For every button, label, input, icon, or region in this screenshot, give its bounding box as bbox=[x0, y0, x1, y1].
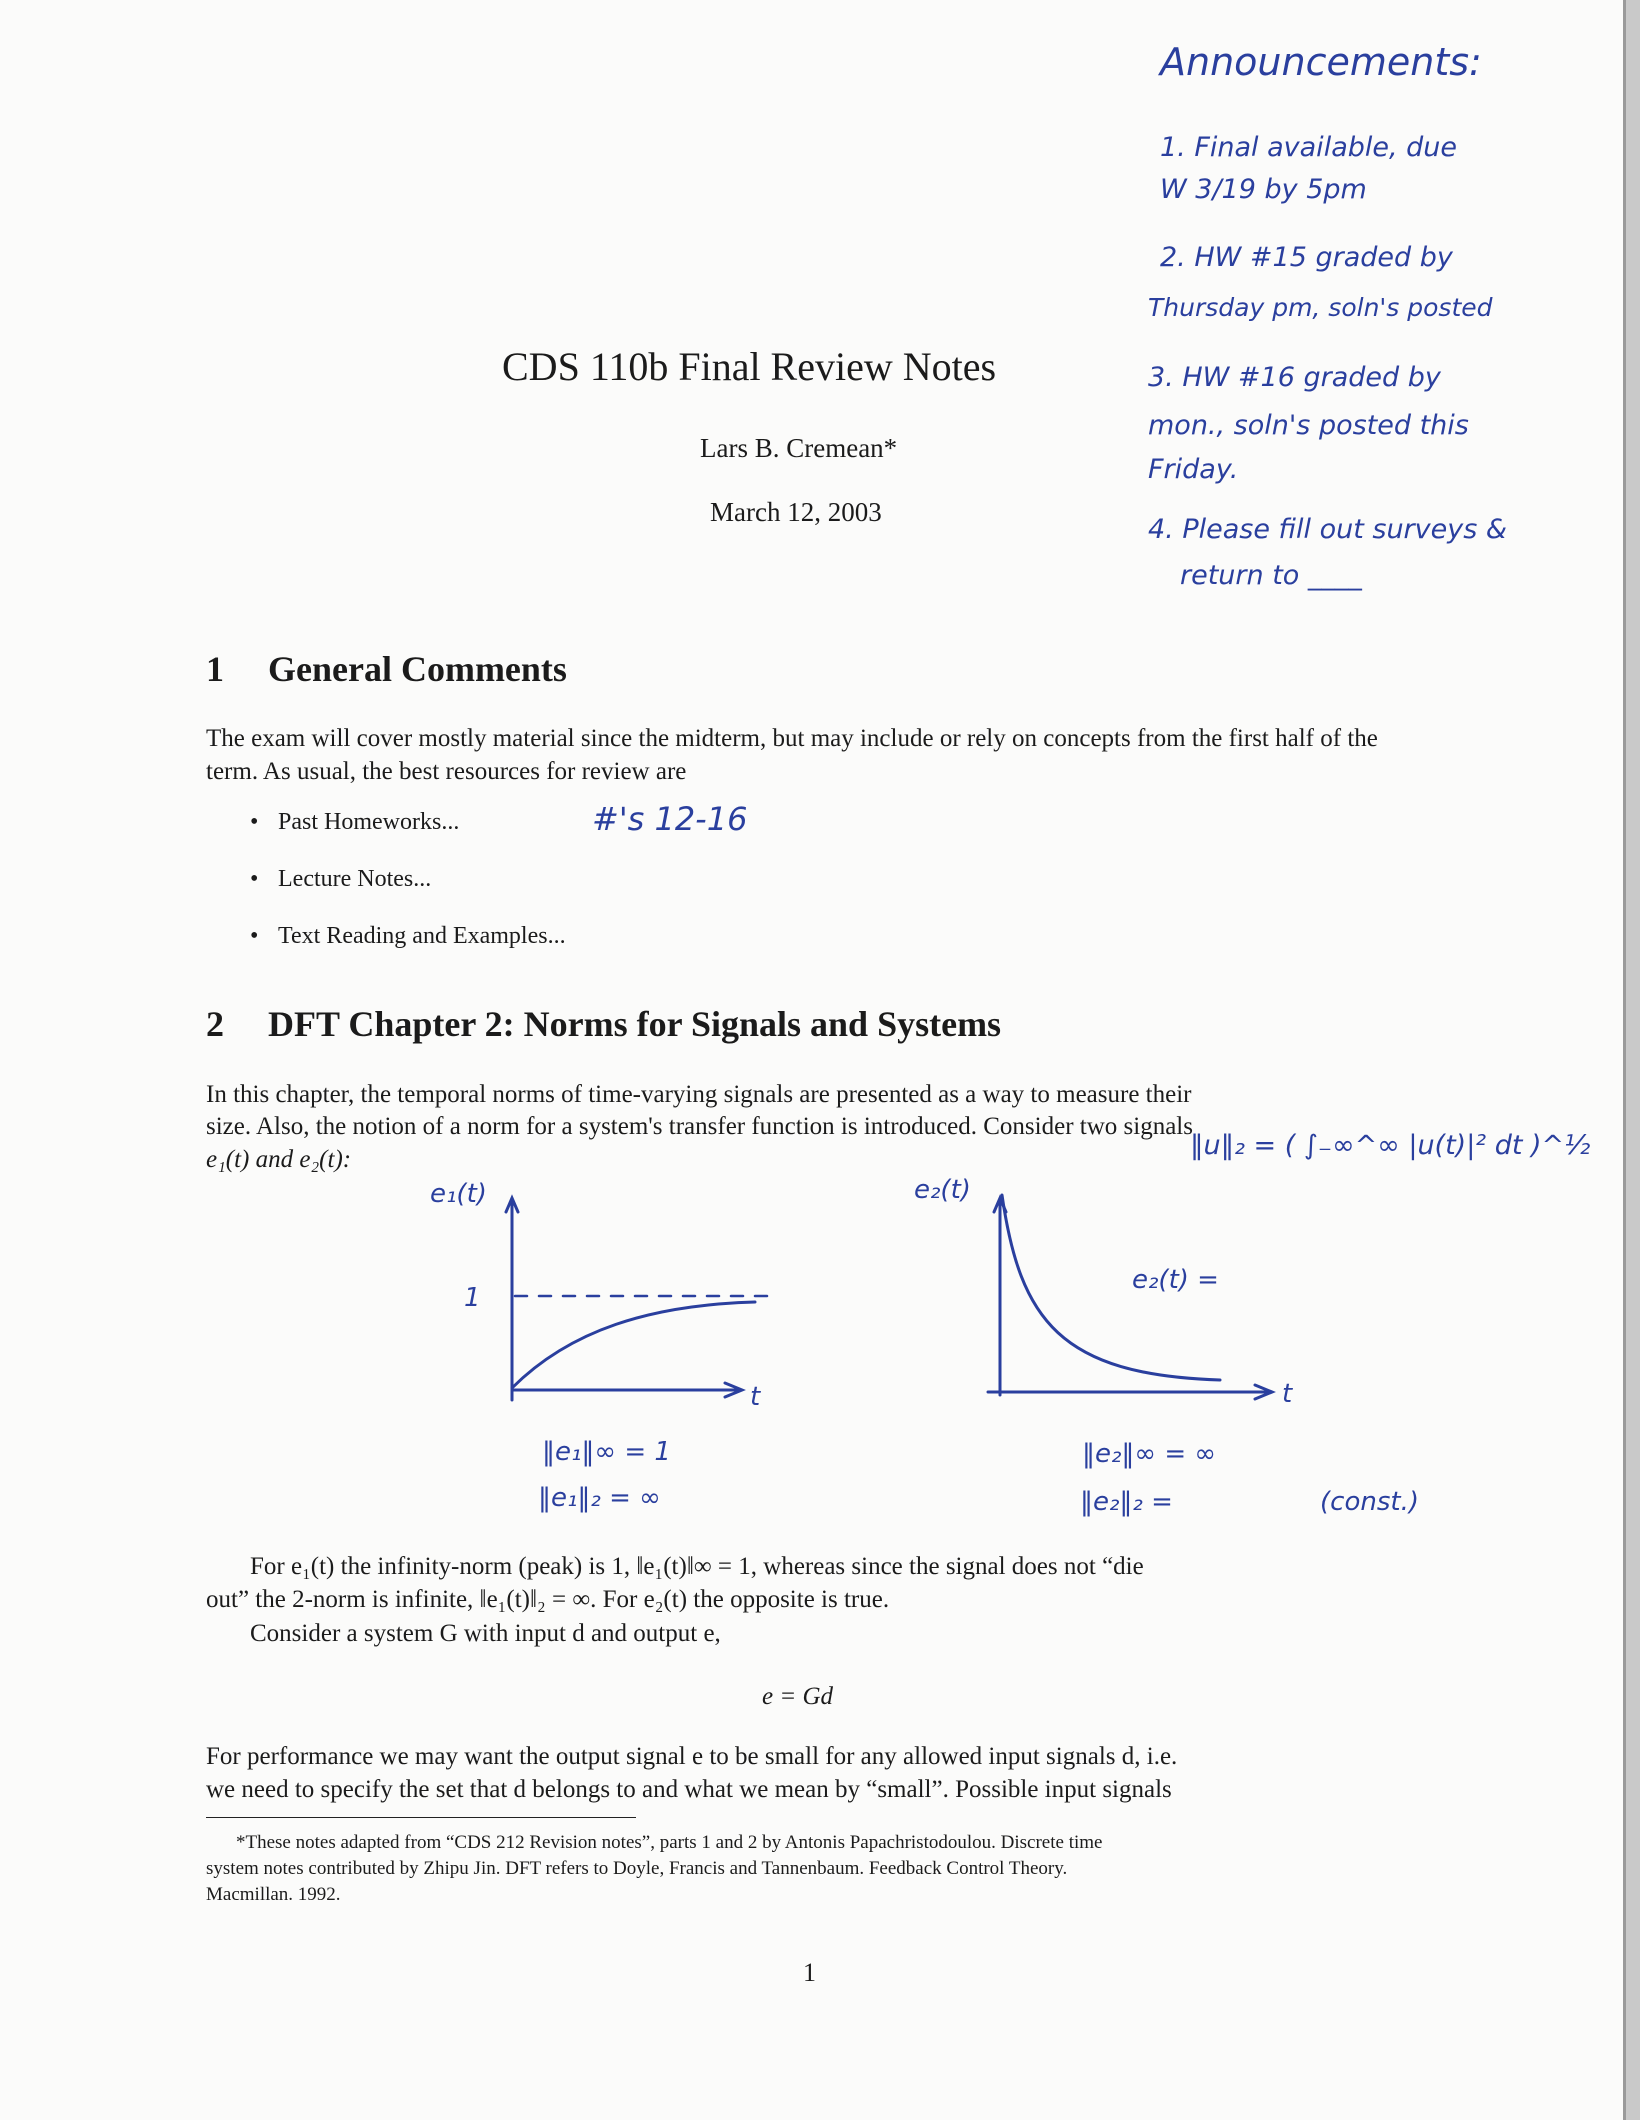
bullet-text-reading: • Text Reading and Examples... bbox=[278, 923, 566, 950]
scan-edge bbox=[1626, 0, 1640, 2120]
page-number: 1 bbox=[803, 1958, 816, 1987]
announcement-line-2: W 3/19 by 5pm bbox=[1160, 174, 1367, 205]
document-date: March 12, 2003 bbox=[710, 497, 882, 527]
signal-sketches bbox=[420, 1170, 1440, 1550]
section-2-number: 2 bbox=[206, 1004, 224, 1044]
sketch2-xlabel: t bbox=[1282, 1379, 1293, 1409]
sketch1-ylabel: e₁(t) bbox=[430, 1179, 487, 1209]
equation-e-gd: e = Gd bbox=[762, 1683, 834, 1710]
announcement-line-5: 3. HW #16 graded by bbox=[1148, 362, 1441, 393]
footnote-rule bbox=[206, 1817, 636, 1818]
section-2-paragraph4-line-2: we need to specify the set that d belongs to and what we mean by “small”. Possible input signals bbox=[206, 1776, 1172, 1803]
bullet-lecture-notes: • Lecture Notes... bbox=[278, 866, 431, 893]
section-1-paragraph: The exam will cover mostly material since the midterm, but may include or rely on concepts from the first half of the term. As usual, the best resources for review are bbox=[206, 725, 1378, 785]
section-2-paragraph3: Consider a system G with input d and output e, bbox=[250, 1620, 721, 1647]
section-1-heading bbox=[206, 648, 567, 690]
section-2-heading bbox=[206, 1003, 1001, 1045]
sketch1-tick-one: 1 bbox=[464, 1283, 481, 1313]
document-title: CDS 110b Final Review Notes bbox=[502, 344, 997, 389]
announcement-line-6: mon., soln's posted this bbox=[1148, 410, 1469, 441]
announcement-line-1: 1. Final available, due bbox=[1160, 132, 1458, 163]
bullet-past-homeworks: • Past Homeworks... bbox=[278, 809, 459, 836]
bullet-note-hw-range: #'s 12-16 bbox=[592, 800, 748, 838]
section-1-number: 1 bbox=[206, 649, 224, 689]
sketch1-curve bbox=[512, 1302, 755, 1388]
announcement-line-8: 4. Please fill out surveys & bbox=[1148, 514, 1507, 545]
section-2-title: DFT Chapter 2: Norms for Signals and Systems bbox=[268, 1004, 1002, 1044]
sketch2-eq-label: e₂(t) = bbox=[1132, 1265, 1219, 1295]
announcement-line-9: return to ____ bbox=[1180, 560, 1362, 591]
two-norm-definition: ‖u‖₂ = ( ∫₋∞^∞ |u(t)|² dt )^½ bbox=[1190, 1130, 1591, 1161]
footnote-line-3: Macmillan. 1992. bbox=[206, 1884, 341, 1905]
sketch2-ylabel: e₂(t) bbox=[914, 1175, 971, 1205]
announcement-line-4: Thursday pm, soln's posted bbox=[1148, 293, 1493, 322]
section-2-paragraph2-line-2: out” the 2-norm is infinite, ‖e₁(t)‖₂ = ∞. For e₂(t) the opposite is true. bbox=[206, 1586, 890, 1613]
sketch2-two-norm: ‖e₂‖₂ = bbox=[1080, 1487, 1173, 1517]
sketch2-const-note: (const.) bbox=[1320, 1487, 1419, 1517]
scan-edge-shadow bbox=[1623, 0, 1626, 2120]
sketch1-xlabel: t bbox=[750, 1382, 761, 1412]
section-2-paragraph-line-2: size. Also, the notion of a norm for a system's transfer function is introduced. Consider two signals bbox=[206, 1113, 1193, 1140]
footnote-line-1: *These notes adapted from “CDS 212 Revision notes”, parts 1 and 2 by Antonis Papachristodoulou. Discrete time bbox=[236, 1832, 1103, 1853]
section-2-paragraph-line-3: e₁(t) and e₂(t): bbox=[206, 1146, 352, 1173]
section-1-title: General Comments bbox=[268, 649, 567, 689]
sketch1-two-norm: ‖e₁‖₂ = ∞ bbox=[538, 1483, 661, 1513]
section-2-paragraph2-line-1: For e₁(t) the infinity-norm (peak) is 1, ‖e₁(t)‖∞ = 1, whereas since the signal does not “die bbox=[250, 1553, 1144, 1580]
document-author: Lars B. Cremean* bbox=[700, 433, 898, 463]
sketch1-inf-norm: ‖e₁‖∞ = 1 bbox=[542, 1437, 671, 1467]
section-2-paragraph4-line-1: For performance we may want the output signal e to be small for any allowed input signals d, i.e. bbox=[206, 1743, 1178, 1770]
announcements-heading: Announcements: bbox=[1160, 40, 1482, 84]
section-2-paragraph-line-1: In this chapter, the temporal norms of time-varying signals are presented as a way to measure their bbox=[206, 1081, 1192, 1108]
footnote-line-2: system notes contributed by Zhipu Jin. DFT refers to Doyle, Francis and Tannenbaum. Feedback Control Theory. bbox=[206, 1858, 1068, 1879]
announcement-line-3: 2. HW #15 graded by bbox=[1160, 242, 1453, 273]
sketch2-inf-norm: ‖e₂‖∞ = ∞ bbox=[1082, 1439, 1217, 1469]
announcement-line-7: Friday. bbox=[1148, 454, 1239, 485]
